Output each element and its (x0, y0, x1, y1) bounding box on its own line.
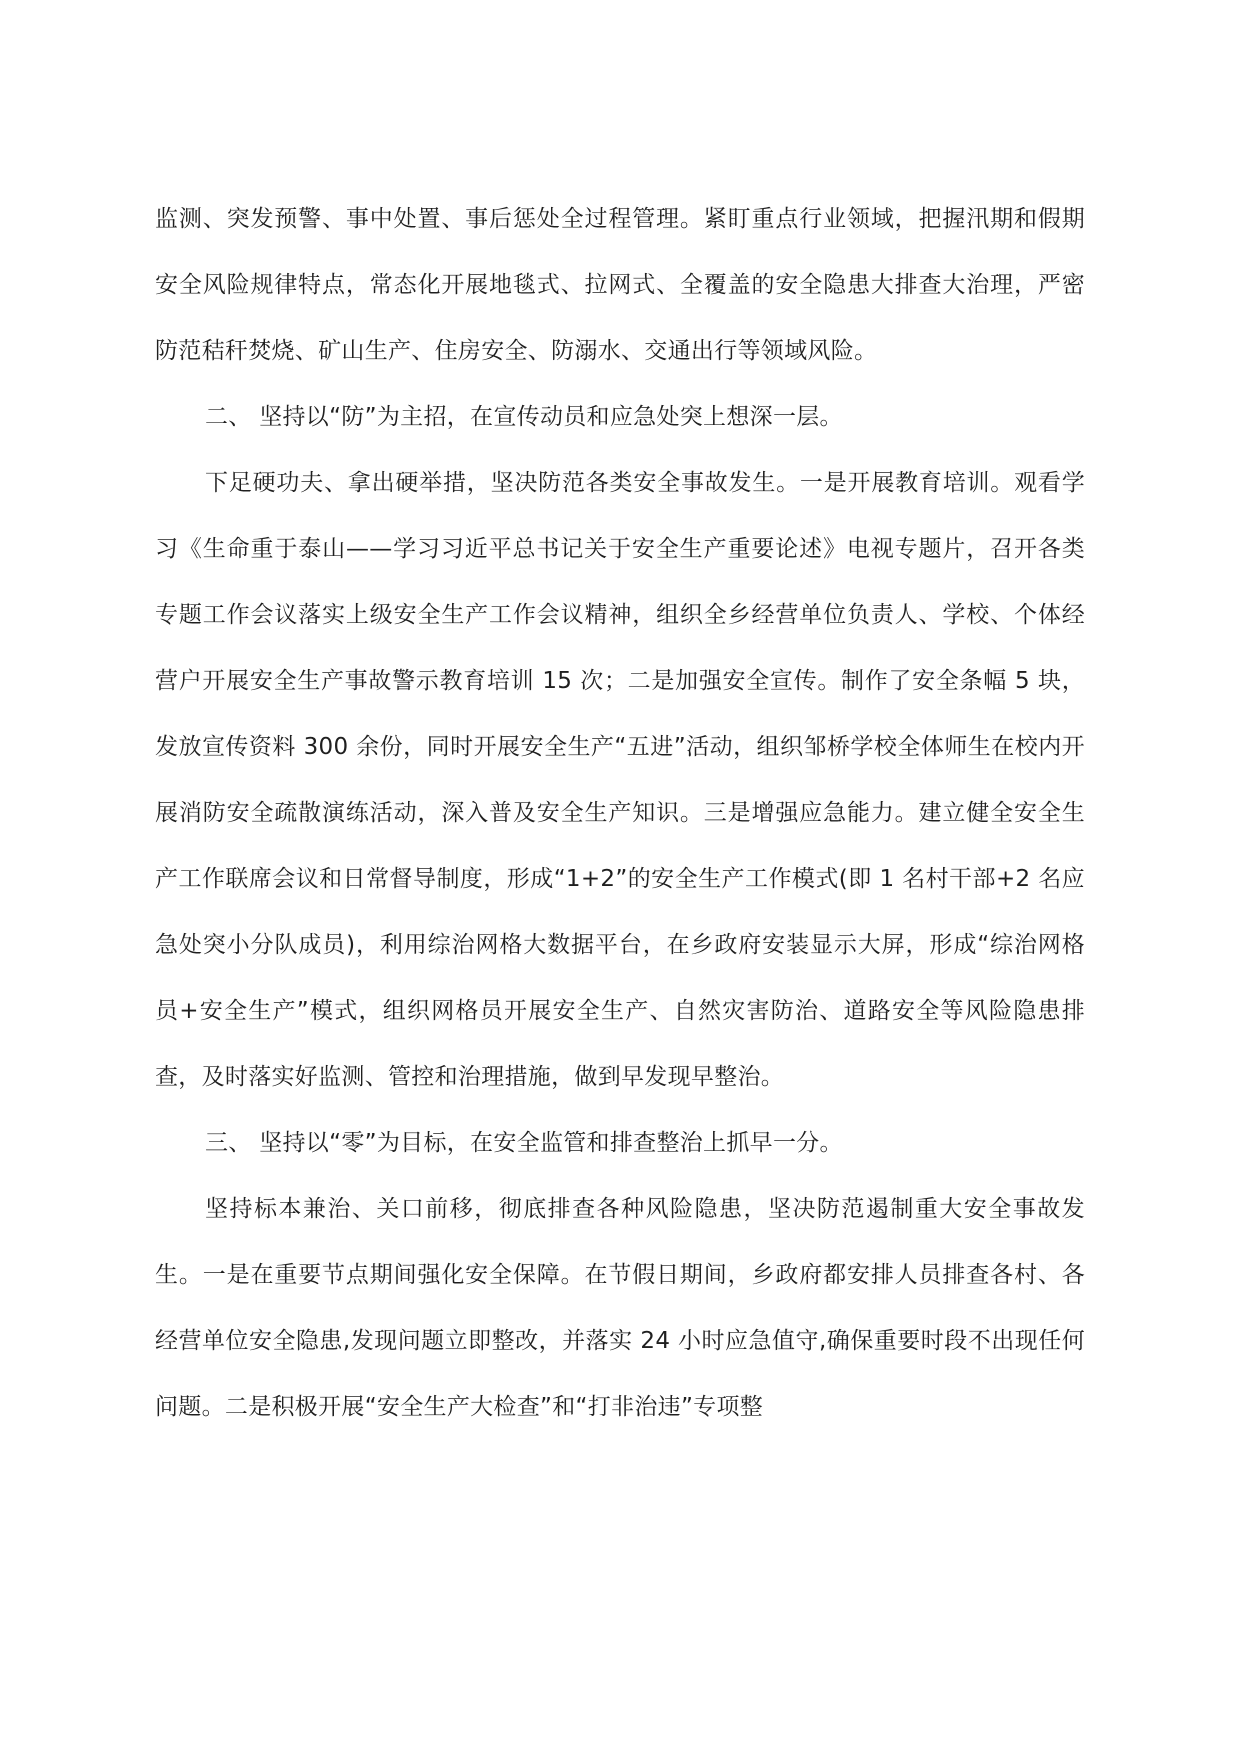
document-body (155, 186, 1085, 1440)
body-paragraph-1: 监测、突发预警、事中处置、事后惩处全过程管理。紧盯重点行业领域，把握汛期和假期安全风险规律特点，常态化开展地毯式、拉网式、全覆盖的安全隐患大排查大治理，严密防范秸秆焚烧、矿山生产、住房安全、防溺水、交通出行等领域风险。 (155, 206, 1085, 364)
section-heading-2: 二、 坚持以“防”为主招，在宣传动员和应急处突上想深一层。 (205, 404, 843, 430)
section-heading-3: 三、 坚持以“零”为目标，在安全监管和排查整治上抓早一分。 (205, 1130, 843, 1156)
body-paragraph-3: 坚持标本兼治、关口前移，彻底排查各种风险隐患，坚决防范遏制重大安全事故发生。一是在重要节点期间强化安全保障。在节假日期间，乡政府都安排人员排查各村、各经营单位安全隐患,发现问题立即整改，并落实 24 小时应急值守,确保重要时段不出现任何问题。二是积极开展“安全生产大检查”和“打非治违”专项整 (155, 1196, 1085, 1420)
body-paragraph-2: 下足硬功夫、拿出硬举措，坚决防范各类安全事故发生。一是开展教育培训。观看学习《生命重于泰山——学习习近平总书记关于安全生产重要论述》电视专题片，召开各类专题工作会议落实上级安全生产工作会议精神，组织全乡经营单位负责人、学校、个体经营户开展安全生产事故警示教育培训 15 次；二是加强安全宣传。制作了安全条幅 5 块，发放宣传资料 300 余份，同时开展安全生产“五进”活动，组织邹桥学校全体师生在校内开展消防安全疏散演练活动，深入普及安全生产知识。三是增强应急能力。建立健全安全生产工作联席会议和日常督导制度，形成“1+2”的安全生产工作模式(即 1 名村干部+2 名应急处突小分队成员)，利用综治网格大数据平台，在乡政府安装显示大屏，形成“综治网格员+安全生产”模式，组织网格员开展安全生产、自然灾害防治、道路安全等风险隐患排查，及时落实好监测、管控和治理措施，做到早发现早整治。 (155, 470, 1085, 1090)
